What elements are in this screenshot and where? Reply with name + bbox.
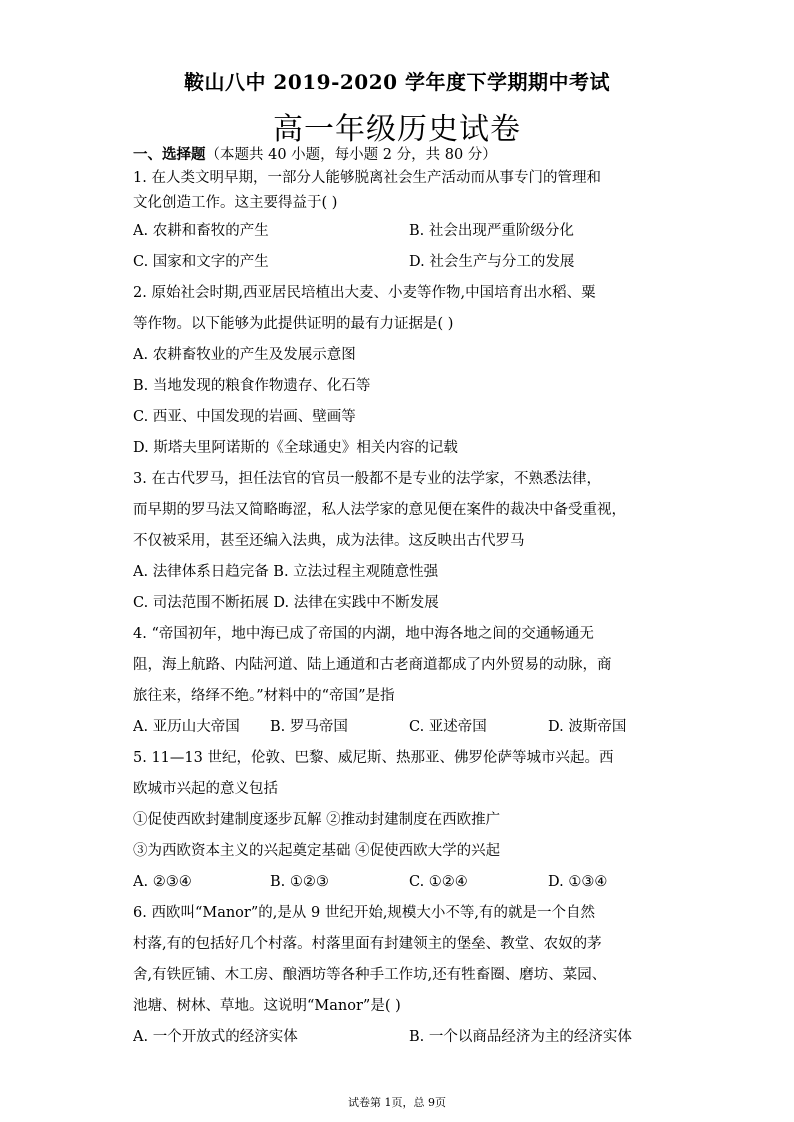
question-2-stem-line-2: 等作物。以下能够为此提供证明的最有力证据是( ) bbox=[133, 316, 454, 332]
question-5-stem-line-1: 5. 11—13 世纪，伦敦、巴黎、威尼斯、热那亚、佛罗伦萨等城市兴起。西 bbox=[133, 750, 614, 766]
question-3-options-ab[interactable]: A. 法律体系日趋完备 B. 立法过程主观随意性强 bbox=[133, 564, 439, 580]
question-5-option-a[interactable]: A. ②③④ bbox=[133, 874, 192, 890]
question-5-stem-line-2: 欧城市兴起的意义包括 bbox=[133, 781, 278, 797]
section-heading bbox=[133, 144, 673, 166]
question-5-option-b[interactable]: B. ①②③ bbox=[270, 874, 329, 890]
question-4-stem-line-2: 阻，海上航路、内陆河道、陆上通道和古老商道都成了内外贸易的动脉，商 bbox=[133, 657, 612, 673]
question-2-option-d[interactable]: D. 斯塔夫里阿诺斯的《全球通史》相关内容的记载 bbox=[133, 440, 458, 456]
question-3-stem-line-3: 不仅被采用，甚至还编入法典，成为法律。这反映出古代罗马 bbox=[133, 533, 525, 549]
question-3-stem-line-1: 3. 在古代罗马，担任法官的官员一般都不是专业的法学家，不熟悉法律， bbox=[133, 471, 601, 487]
question-1-stem-line-1: 1. 在人类文明早期，一部分人能够脱离社会生产活动而从事专门的管理和 bbox=[133, 170, 601, 186]
question-4-stem-line-3: 旅往来，络绎不绝。”材料中的“帝国”是指 bbox=[133, 688, 395, 704]
question-1-option-d[interactable]: D. 社会生产与分工的发展 bbox=[409, 254, 575, 270]
question-2-option-c[interactable]: C. 西亚、中国发现的岩画、壁画等 bbox=[133, 409, 356, 425]
question-6-stem-line-4: 池塘、树林、草地。这说明“Manor”是( ) bbox=[133, 998, 401, 1014]
question-5-statements-2: ③为西欧资本主义的兴起奠定基础 ④促使西欧大学的兴起 bbox=[133, 843, 501, 859]
question-2-option-b[interactable]: B. 当地发现的粮食作物遗存、化石等 bbox=[133, 378, 371, 394]
question-5-option-d[interactable]: D. ①③④ bbox=[548, 874, 608, 890]
question-5-option-c[interactable]: C. ①②④ bbox=[409, 874, 468, 890]
question-6-stem-line-2: 村落,有的包括好几个村落。村落里面有封建领主的堡垒、教堂、农奴的茅 bbox=[133, 936, 602, 952]
question-1-stem-line-2: 文化创造工作。这主要得益于( ) bbox=[133, 195, 338, 211]
question-1-options-row-2 bbox=[133, 247, 673, 278]
question-6-stem-line-1: 6. 西欧叫“Manor”的,是从 9 世纪开始,规模大小不等,有的就是一个自然 bbox=[133, 905, 596, 921]
question-3-stem-line-2: 而早期的罗马法又简略晦涩，私人法学家的意见便在案件的裁决中备受重视， bbox=[133, 502, 626, 518]
question-1 bbox=[133, 166, 673, 278]
question-4-option-a[interactable]: A. 亚历山大帝国 bbox=[133, 719, 240, 735]
exam-content bbox=[133, 144, 673, 1053]
question-4-option-b[interactable]: B. 罗马帝国 bbox=[270, 719, 348, 735]
question-6-option-a[interactable]: A. 一个开放式的经济实体 bbox=[133, 1029, 298, 1045]
question-3 bbox=[133, 464, 673, 619]
question-6-option-b[interactable]: B. 一个以商品经济为主的经济实体 bbox=[409, 1029, 632, 1045]
page-footer: 试卷第 1页，总 9页 bbox=[348, 1096, 446, 1109]
exam-title: 鞍山八中 2019-2020 学年度下学期期中考试 bbox=[183, 70, 611, 94]
question-6-options-row bbox=[133, 1022, 673, 1053]
question-2-option-a[interactable]: A. 农耕畜牧业的产生及发展示意图 bbox=[133, 347, 356, 363]
question-2 bbox=[133, 278, 673, 464]
question-6 bbox=[133, 898, 673, 1053]
section-note: （本题共 40 小题，每小题 2 分，共 80 分） bbox=[205, 147, 497, 163]
exam-subtitle: 高一年级历史试卷 bbox=[273, 112, 521, 147]
question-4-option-d[interactable]: D. 波斯帝国 bbox=[548, 719, 627, 735]
question-1-option-a[interactable]: A. 农耕和畜牧的产生 bbox=[133, 223, 269, 239]
question-5-options-row bbox=[133, 867, 673, 898]
question-4-options-row bbox=[133, 712, 673, 743]
question-6-stem-line-3: 舍,有铁匠铺、木工房、酿酒坊等各种手工作坊,还有牲畜圈、磨坊、菜园、 bbox=[133, 967, 607, 983]
question-5-statements-1: ①促使西欧封建制度逐步瓦解 ②推动封建制度在西欧推广 bbox=[133, 812, 501, 828]
section-title: 一、选择题 bbox=[133, 146, 206, 163]
question-5 bbox=[133, 743, 673, 898]
question-4-option-c[interactable]: C. 亚述帝国 bbox=[409, 719, 487, 735]
question-1-option-b[interactable]: B. 社会出现严重阶级分化 bbox=[409, 223, 574, 239]
question-4 bbox=[133, 619, 673, 743]
question-4-stem-line-1: 4. “帝国初年，地中海已成了帝国的内湖，地中海各地之间的交通畅通无 bbox=[133, 626, 594, 642]
question-1-option-c[interactable]: C. 国家和文字的产生 bbox=[133, 254, 269, 270]
question-3-options-cd[interactable]: C. 司法范围不断拓展 D. 法律在实践中不断发展 bbox=[133, 595, 439, 611]
question-1-options-row-1 bbox=[133, 216, 673, 247]
question-2-stem-line-1: 2. 原始社会时期,西亚居民培植出大麦、小麦等作物,中国培育出水稻、粟 bbox=[133, 285, 596, 301]
